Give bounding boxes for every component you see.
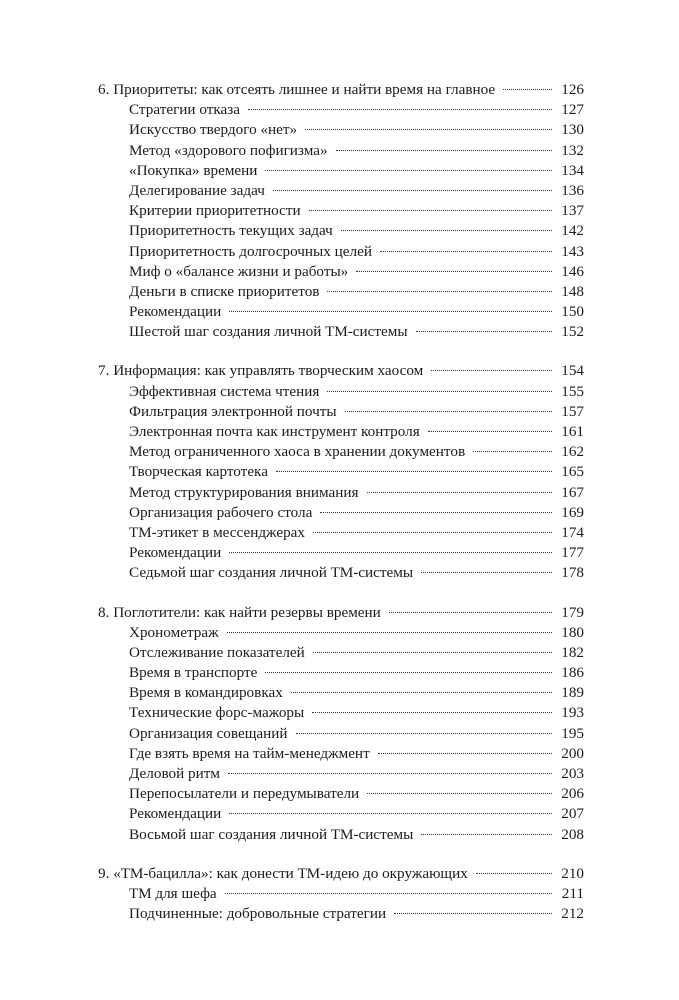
- toc-section-title: Деловой ритм: [129, 765, 221, 782]
- toc-section-entry[interactable]: [98, 242, 584, 262]
- toc-section-entry[interactable]: [98, 503, 584, 523]
- page-number: 162: [561, 443, 584, 461]
- toc-section-title: Критерии приоритетности: [129, 202, 301, 220]
- page-number: 212: [561, 905, 584, 923]
- toc-section-entry[interactable]: [98, 100, 584, 120]
- dot-leader: [320, 512, 552, 513]
- toc-section-title: Восьмой шаг создания личной ТМ-системы: [129, 825, 414, 843]
- toc-section-title: Приоритетность текущих задач: [129, 222, 333, 240]
- dot-leader: [327, 291, 552, 292]
- page-number: 148: [561, 282, 584, 300]
- toc-section-entry[interactable]: [98, 322, 584, 342]
- dot-leader: [336, 150, 552, 151]
- toc-section-title: Метод структурирования внимания: [129, 483, 359, 501]
- toc-section-title: Рекомендации: [129, 303, 222, 321]
- toc-chapter-entry[interactable]: [98, 361, 584, 381]
- toc-section-entry[interactable]: [98, 683, 584, 703]
- page-number: 142: [561, 222, 584, 240]
- toc-section-entry[interactable]: [98, 825, 584, 845]
- page-number: 203: [561, 765, 584, 782]
- toc-section-title: Метод «здорового пофигизма»: [129, 141, 328, 159]
- toc-section-title: Отслеживание показателей: [129, 643, 305, 661]
- toc-section-title: Электронная почта как инструмент контроля: [129, 423, 420, 440]
- toc-section-title: Седьмой шаг создания личной ТМ-системы: [129, 564, 414, 582]
- toc-section-entry[interactable]: [98, 161, 584, 181]
- toc-section-title: ТМ-этикет в мессенджерах: [129, 523, 306, 541]
- toc-section-entry[interactable]: [98, 703, 584, 723]
- dot-leader: [367, 492, 553, 493]
- page-number: 186: [561, 664, 584, 682]
- dot-leader: [305, 129, 552, 130]
- page-number: 132: [561, 141, 584, 159]
- dot-leader: [312, 712, 552, 713]
- dot-leader: [503, 89, 552, 90]
- page-number: 152: [561, 323, 584, 341]
- toc-section-entry[interactable]: [98, 523, 584, 543]
- toc-section-entry[interactable]: [98, 120, 584, 140]
- dot-leader: [248, 109, 552, 110]
- page-number: 136: [561, 181, 584, 199]
- page-number: 157: [561, 402, 584, 420]
- dot-leader: [431, 370, 552, 371]
- toc-chapter-title: 6. Приоритеты: как отсеять лишнее и найти время на главное: [98, 81, 496, 98]
- dot-leader: [341, 230, 552, 231]
- toc-section-title: Деньги в списке приоритетов: [129, 282, 320, 300]
- dot-leader: [273, 190, 552, 191]
- dot-leader: [313, 532, 552, 533]
- toc-section-entry[interactable]: [98, 402, 584, 422]
- toc-section-title: Перепосылатели и передумыватели: [129, 785, 360, 803]
- toc-chapter-title: 9. «ТМ-бацилла»: как донести ТМ-идею до окружающих: [98, 864, 468, 882]
- toc-section-entry[interactable]: [98, 543, 584, 563]
- toc-section-title: Фильтрация электронной почты: [129, 402, 337, 420]
- toc-chapter: [98, 864, 584, 925]
- toc-chapter: [98, 361, 584, 583]
- toc-section-entry[interactable]: [98, 904, 584, 924]
- toc-chapter-title: 8. Поглотители: как найти резервы времени: [98, 603, 381, 621]
- dot-leader: [367, 793, 552, 794]
- toc-section-entry[interactable]: [98, 483, 584, 503]
- toc-section-entry[interactable]: [98, 784, 584, 804]
- toc-section-entry[interactable]: [98, 221, 584, 241]
- dot-leader: [291, 692, 552, 693]
- dot-leader: [228, 773, 552, 774]
- page-number: 200: [561, 744, 584, 762]
- toc-section-title: Время в командировках: [129, 684, 283, 702]
- toc-section-entry[interactable]: [98, 282, 584, 302]
- page-number: 174: [561, 523, 584, 541]
- toc-section-entry[interactable]: [98, 563, 584, 583]
- page-number: 167: [561, 483, 584, 501]
- dot-leader: [389, 612, 552, 613]
- toc-section-entry[interactable]: [98, 884, 584, 904]
- toc-section-entry[interactable]: [98, 643, 584, 663]
- dot-leader: [394, 913, 552, 914]
- page-number: 211: [561, 884, 584, 902]
- page-number: 161: [561, 423, 584, 440]
- toc-chapter-entry[interactable]: [98, 864, 584, 884]
- page-number: 169: [561, 503, 584, 521]
- dot-leader: [313, 652, 552, 653]
- page-number: 165: [561, 463, 584, 481]
- dot-leader: [296, 733, 552, 734]
- toc-section-entry[interactable]: [98, 141, 584, 161]
- toc-section-title: Миф о «балансе жизни и работы»: [129, 262, 349, 280]
- toc-section-entry[interactable]: [98, 181, 584, 201]
- toc-section-title: Метод ограниченного хаоса в хранении документов: [129, 443, 466, 461]
- toc-section-title: Стратегии отказа: [129, 101, 241, 119]
- page-number: 155: [561, 382, 584, 400]
- page-number: 180: [561, 623, 584, 641]
- toc-section-entry[interactable]: [98, 422, 584, 442]
- page-number: 127: [561, 101, 584, 119]
- toc-section-title: Рекомендации: [129, 544, 222, 562]
- dot-leader: [476, 873, 552, 874]
- toc-section-title: Эффективная система чтения: [129, 382, 320, 400]
- toc-section-title: Технические форс-мажоры: [129, 704, 305, 722]
- dot-leader: [225, 893, 552, 894]
- toc-section-title: «Покупка» времени: [129, 161, 258, 179]
- toc-section-title: Искусство твердого «нет»: [129, 121, 298, 139]
- toc-chapter-title: 7. Информация: как управлять творческим хаосом: [98, 362, 424, 380]
- toc-section-entry[interactable]: [98, 744, 584, 764]
- toc-section-title: ТМ для шефа: [129, 884, 217, 902]
- toc-section-title: Творческая картотека: [129, 463, 268, 481]
- dot-leader: [428, 431, 552, 432]
- toc-section-entry[interactable]: [98, 302, 584, 322]
- toc-section-entry[interactable]: [98, 764, 584, 784]
- toc-section-title: Приоритетность долгосрочных целей: [129, 242, 372, 260]
- toc-section-title: Время в транспорте: [129, 664, 258, 682]
- dot-leader: [378, 753, 552, 754]
- page-number: 193: [561, 704, 584, 722]
- toc-section-entry[interactable]: [98, 724, 584, 744]
- dot-leader: [309, 210, 552, 211]
- page-number: 137: [561, 202, 584, 220]
- toc-section-entry[interactable]: [98, 442, 584, 462]
- dot-leader: [276, 471, 552, 472]
- dot-leader: [227, 632, 552, 633]
- page-number: 189: [561, 684, 584, 702]
- dot-leader: [265, 170, 552, 171]
- dot-leader: [265, 672, 552, 673]
- dot-leader: [473, 451, 552, 452]
- toc-chapter: [98, 603, 584, 845]
- toc-section-entry[interactable]: [98, 462, 584, 482]
- dot-leader: [229, 552, 552, 553]
- page-number: 150: [561, 303, 584, 321]
- page-number: 206: [561, 785, 584, 803]
- toc-section-entry[interactable]: [98, 382, 584, 402]
- dot-leader: [380, 251, 552, 252]
- toc-section-title: Рекомендации: [129, 805, 222, 823]
- page-number: 177: [561, 544, 584, 562]
- dot-leader: [345, 411, 552, 412]
- toc-section-title: Подчиненные: добровольные стратегии: [129, 905, 387, 923]
- dot-leader: [416, 331, 552, 332]
- page-number: 154: [561, 362, 584, 380]
- toc-section-entry[interactable]: [98, 804, 584, 824]
- page-number: 208: [561, 825, 584, 843]
- toc-section-title: Хронометраж: [129, 623, 219, 641]
- dot-leader: [421, 834, 552, 835]
- toc-section-entry[interactable]: [98, 663, 584, 683]
- page-number: 134: [561, 161, 584, 179]
- toc-chapter-entry[interactable]: [98, 80, 584, 100]
- toc-section-title: Организация совещаний: [129, 724, 288, 742]
- page-number: 182: [561, 643, 584, 661]
- toc-section-title: Где взять время на тайм-менеджмент: [129, 744, 370, 762]
- toc-section-title: Делегирование задач: [129, 181, 265, 199]
- page-number: 195: [561, 724, 584, 742]
- page-number: 130: [561, 121, 584, 139]
- toc-chapter-entry[interactable]: [98, 603, 584, 623]
- page-number: 146: [561, 262, 584, 280]
- toc-section-title: Шестой шаг создания личной ТМ-системы: [129, 323, 408, 341]
- page-number: 207: [561, 805, 584, 823]
- table-of-contents: [98, 80, 584, 924]
- toc-section-entry[interactable]: [98, 201, 584, 221]
- page-number: 210: [561, 864, 584, 882]
- dot-leader: [327, 391, 552, 392]
- page-number: 126: [561, 81, 584, 98]
- toc-section-entry[interactable]: [98, 262, 584, 282]
- dot-leader: [356, 271, 552, 272]
- dot-leader: [229, 813, 552, 814]
- page-number: 143: [561, 242, 584, 260]
- dot-leader: [229, 311, 552, 312]
- page-number: 178: [561, 564, 584, 582]
- toc-section-title: Организация рабочего стола: [129, 503, 313, 521]
- toc-section-entry[interactable]: [98, 623, 584, 643]
- page-number: 179: [561, 603, 584, 621]
- toc-chapter: [98, 80, 584, 342]
- dot-leader: [421, 572, 552, 573]
